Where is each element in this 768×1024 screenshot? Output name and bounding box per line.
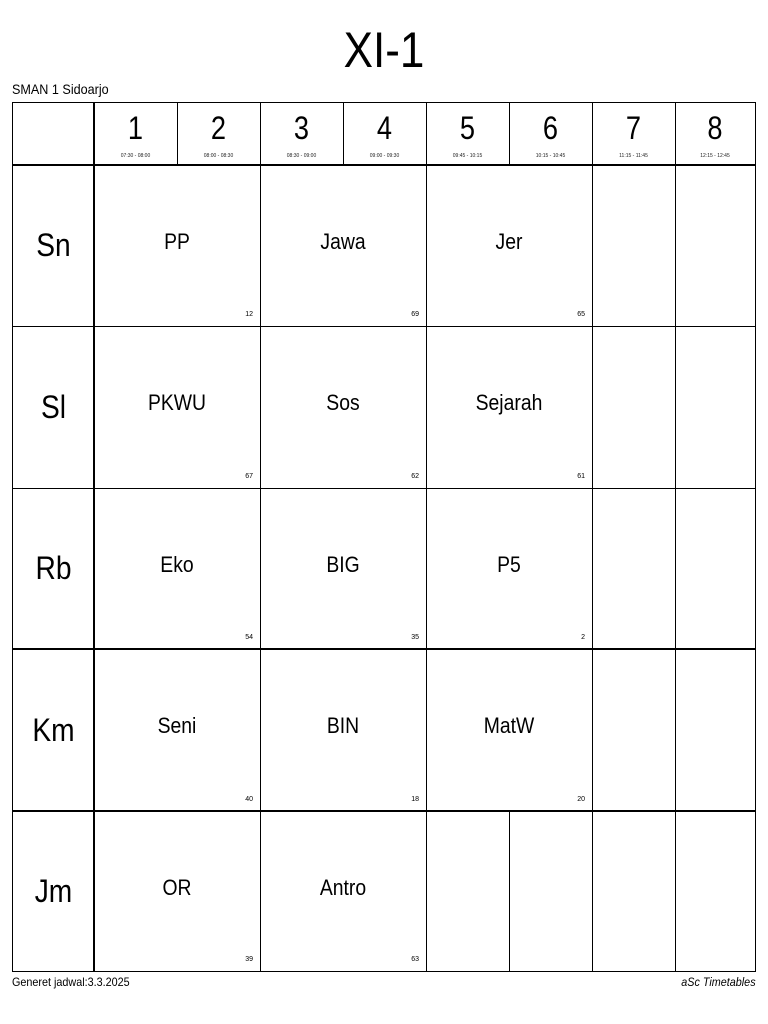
lesson-subject: Jawa [320, 229, 366, 254]
school-name: SMAN 1 Sidoarjo [12, 81, 109, 97]
lesson-subject: Antro [319, 875, 367, 900]
lesson-subject: BIN [326, 713, 360, 738]
day-cell-jm [13, 811, 94, 971]
grid-line [13, 164, 755, 166]
period-time: 07:30 - 08:00 [120, 153, 151, 159]
period-time: 12:15 - 12:45 [700, 153, 730, 159]
generated-date: Generet jadwal:3.3.2025 [12, 975, 130, 989]
period-time: 09:00 - 09:30 [369, 153, 400, 159]
grid-line [592, 103, 593, 971]
lesson-cell [260, 811, 426, 971]
lesson-cell [260, 488, 426, 649]
grid-line [426, 103, 427, 971]
period-header-6 [509, 103, 592, 165]
period-time: 09:45 - 10:15 [452, 153, 483, 159]
period-header-1 [94, 103, 177, 165]
lesson-cell [94, 165, 260, 326]
lesson-subject: Sos [326, 390, 360, 415]
lesson-room: 20 [577, 796, 585, 803]
lesson-room: 69 [411, 311, 419, 318]
period-number: 1 [127, 110, 144, 146]
day-label: Km [32, 711, 75, 748]
period-number: 5 [459, 110, 476, 146]
lesson-subject: Eko [160, 552, 194, 577]
grid-line [13, 326, 755, 327]
period-header-4 [343, 103, 426, 165]
lesson-subject: Seni [157, 713, 197, 738]
lesson-room: 18 [411, 796, 419, 803]
grid-line [343, 103, 344, 165]
lesson-subject: PP [164, 229, 190, 254]
grid-line [13, 648, 755, 650]
day-cell-rb [13, 488, 94, 649]
period-number: 8 [707, 110, 723, 146]
day-cell-sl [13, 326, 94, 488]
lesson-cell [94, 488, 260, 649]
lesson-cell [260, 326, 426, 488]
period-header-3 [260, 103, 343, 165]
period-time: 10:15 - 10:45 [535, 153, 566, 159]
period-time: 08:30 - 09:00 [286, 153, 317, 159]
lesson-subject: OR [162, 875, 192, 900]
day-label: Sl [40, 388, 67, 425]
lesson-cell [94, 649, 260, 811]
period-number: 7 [625, 110, 642, 146]
lesson-room: 12 [245, 311, 253, 318]
lesson-subject: PKWU [147, 390, 207, 415]
lesson-cell [426, 165, 592, 326]
lesson-cell [426, 488, 592, 649]
grid-line [93, 103, 95, 971]
lesson-cell [426, 326, 592, 488]
lesson-room: 54 [245, 634, 253, 641]
lesson-subject: Sejarah [475, 390, 543, 415]
header-corner-cell [13, 103, 94, 165]
period-header-5 [426, 103, 509, 165]
lesson-room: 2 [581, 634, 585, 641]
grid-line [177, 103, 178, 165]
grid-line [13, 810, 755, 812]
period-number: 2 [210, 110, 227, 146]
page-title: XI-1 [343, 22, 425, 78]
period-number: 3 [293, 110, 310, 146]
day-cell-km [13, 649, 94, 811]
lesson-room: 65 [577, 311, 585, 318]
app-credit: aSc Timetables [681, 975, 756, 989]
timetable-grid [12, 102, 756, 972]
period-header-8 [675, 103, 755, 165]
lesson-subject: MatW [483, 713, 535, 738]
lesson-room: 62 [411, 473, 419, 480]
lesson-room: 61 [577, 473, 585, 480]
lesson-cell [260, 649, 426, 811]
period-header-7 [592, 103, 675, 165]
lesson-subject: Jer [495, 229, 523, 254]
lesson-room: 63 [411, 956, 419, 963]
grid-line [13, 488, 755, 489]
grid-line [260, 103, 261, 971]
grid-line [509, 103, 510, 165]
day-label: Sn [36, 227, 71, 263]
period-number: 6 [542, 110, 559, 146]
period-header-2 [177, 103, 260, 165]
lesson-subject: P5 [497, 552, 521, 577]
lesson-subject: BIG [326, 552, 360, 577]
period-number: 4 [376, 110, 393, 146]
lesson-room: 35 [411, 634, 419, 641]
day-label: Jm [34, 872, 73, 909]
period-time: 11:15 - 11:45 [619, 153, 648, 159]
lesson-room: 40 [245, 796, 253, 803]
grid-line [509, 811, 510, 971]
lesson-cell [94, 811, 260, 971]
grid-line [675, 103, 676, 971]
day-cell-sn [13, 165, 94, 326]
lesson-room: 67 [245, 473, 253, 480]
lesson-cell [94, 326, 260, 488]
lesson-room: 39 [245, 956, 253, 963]
lesson-cell [426, 649, 592, 811]
day-label: Rb [35, 550, 72, 586]
period-time: 08:00 - 08:30 [203, 153, 234, 159]
lesson-cell [260, 165, 426, 326]
